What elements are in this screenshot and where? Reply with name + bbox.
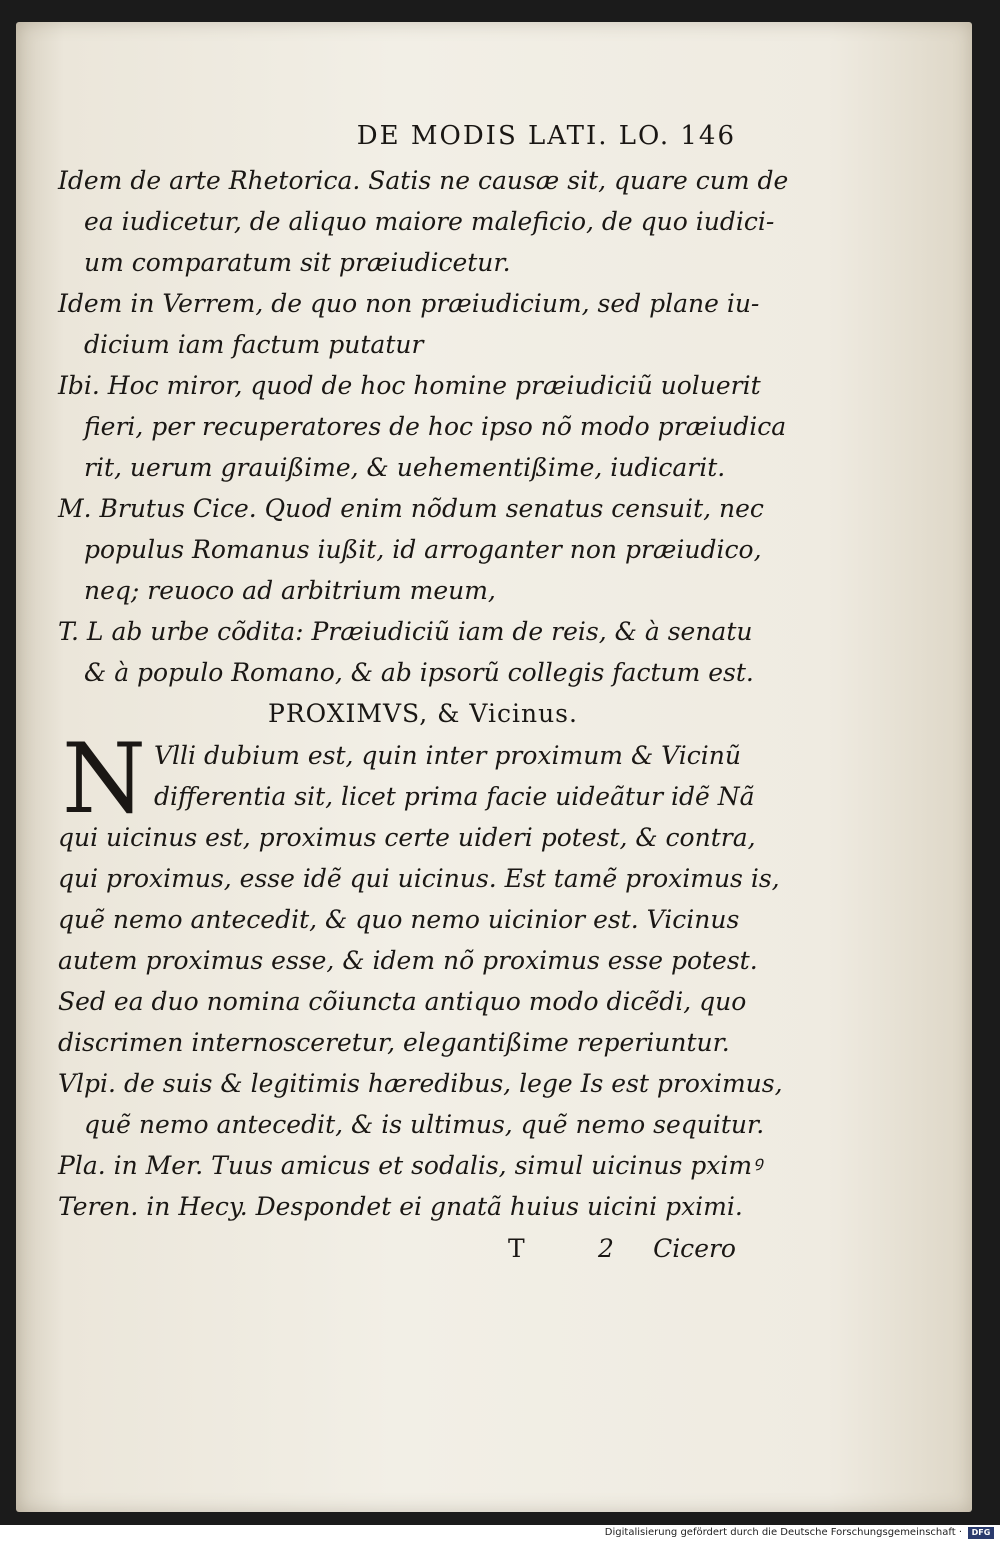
text-line: neq; reuoco ad arbitrium meum,	[84, 576, 496, 605]
section-heading: PROXIMVS, & Vicinus.	[268, 699, 578, 728]
text-line: qui uicinus est, proximus certe uideri potest, & contra,	[58, 823, 756, 852]
text-line: ea iudicetur, de aliquo maiore maleficio, de quo iudici-	[84, 207, 775, 236]
signature-line	[58, 1227, 748, 1271]
text-line: quẽ nemo antecedit, & is ultimus, quẽ nemo sequitur.	[84, 1110, 765, 1139]
drop-cap-letter: N	[62, 723, 146, 835]
funding-credit: Digitalisierung gefördert durch die Deutsche Forschungsgemeinschaft ·	[604, 1527, 962, 1538]
text-line: qui proximus, esse idẽ qui uicinus. Est tamẽ proximus is,	[58, 864, 780, 893]
signature-number: 2	[598, 1234, 614, 1263]
text-line: Vlpi. de suis & legitimis hæredibus, lege Is est proximus,	[58, 1069, 783, 1098]
text-line: um comparatum sit præiudicetur.	[84, 248, 511, 277]
text-line: Sed ea duo nomina cõiuncta antiquo modo dicẽdi, quo	[58, 987, 747, 1016]
footer-bar	[0, 1525, 1000, 1541]
text-line: T. L ab urbe cõdita: Præiudiciũ iam de reis, & à senatu	[58, 617, 753, 646]
text-line: quẽ nemo antecedit, & quo nemo uicinior est. Vicinus	[58, 905, 740, 934]
text-line: Pla. in Mer. Tuus amicus et sodalis, simul uicinus pximꝰ	[58, 1151, 762, 1180]
dfg-logo-icon: DFG	[968, 1527, 994, 1539]
text-line: fieri, per recuperatores de hoc ipso nõ modo præiudica	[84, 412, 787, 441]
drop-cap-paragraph	[58, 723, 755, 835]
text-line: Teren. in Hecy. Despondet ei gnatã huius uicini pximi.	[58, 1192, 743, 1221]
text-line: dicium iam factum putatur	[84, 330, 424, 359]
text-line: autem proximus esse, & idem nõ proximus esse potest.	[58, 946, 758, 975]
text-line: Vlli dubium est, quin inter proximum & Vicinũ	[154, 741, 741, 770]
signature-mark: T	[508, 1234, 525, 1263]
text-line: populus Romanus iußit, id arroganter non præiudico,	[84, 535, 762, 564]
page-text	[58, 112, 789, 1271]
text-line: Ibi. Hoc miror, quod de hoc homine præiudiciũ uoluerit	[58, 371, 761, 400]
text-line: Idem in Verrem, de quo non præiudicium, sed plane iu-	[58, 289, 760, 318]
text-line: differentia sit, licet prima facie uideãtur idẽ Nã	[154, 782, 755, 811]
text-line: M. Brutus Cice. Quod enim nõdum senatus censuit, nec	[58, 494, 764, 523]
text-line: Idem de arte Rhetorica. Satis ne causæ sit, quare cum de	[58, 166, 789, 195]
text-line: & à populo Romano, & ab ipsorũ collegis factum est.	[84, 658, 754, 687]
text-line: rit, uerum grauißime, & uehementißime, iudicarit.	[84, 453, 726, 482]
catchword: Cicero	[653, 1234, 736, 1263]
running-header: DE MODIS LATI. LO. 146	[356, 121, 736, 151]
text-line: discrimen internosceretur, elegantißime reperiuntur.	[58, 1028, 730, 1057]
